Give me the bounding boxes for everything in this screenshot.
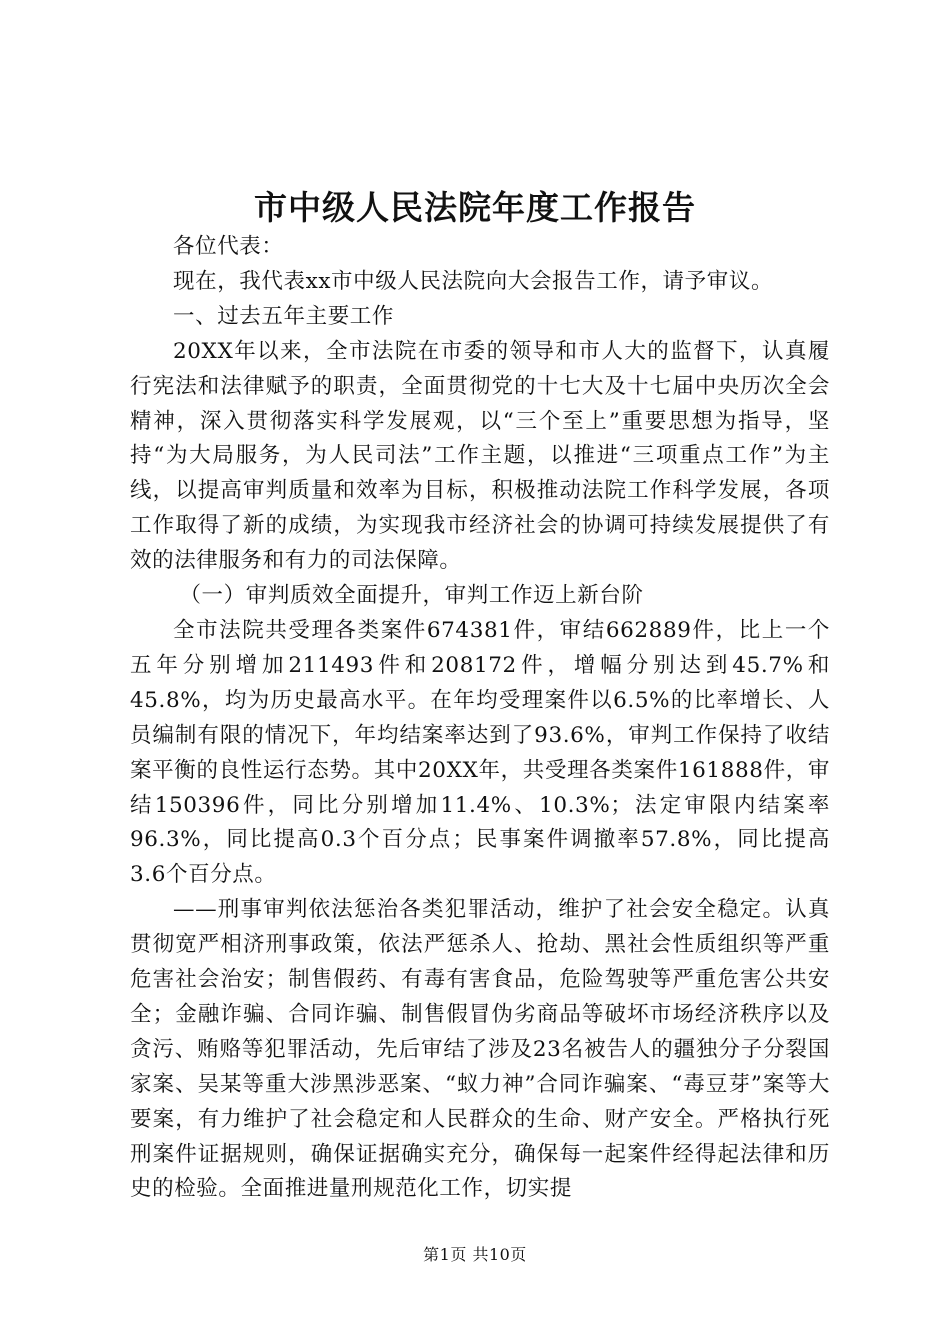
page-footer: 第1页 共10页: [423, 1245, 527, 1264]
statistics-paragraph: 全市法院共受理各类案件674381件，审结662889件，比上一个五年分别增加211493件和208172件，增幅分别达到45.7%和45.8%，均为历史最高水平。在年均受理案件以6.5%的比率增长、人员编制有限的情况下，年均结案率达到了93.6%，审判工作保持了收结案平衡的良性运行态势。其中20XX年，共受理各类案件161888件，审结150396件，同比分别增加11.4%、10.3%；法定审限内结案率96.3%，同比提高0.3个百分点；民事案件调撤率57.8%，同比提高3.6个百分点。: [130, 617, 830, 888]
document-body: [130, 230, 830, 1207]
salutation-paragraph: 各位代表：: [173, 234, 284, 259]
subsection-heading: （一）审判质效全面提升，审判工作迈上新台阶: [179, 583, 644, 609]
opening-paragraph: 现在，我代表xx市中级人民法院向大会报告工作，请予审议。: [173, 268, 774, 294]
overview-paragraph: 20XX年以来，全市法院在市委的领导和市人大的监督下，认真履行宪法和法律赋予的职责，全面贯彻党的十七大及十七届中央历次全会精神，深入贯彻落实科学发展观，以“三个至上”重要思想为指导，坚持“为大局服务，为人民司法”工作主题，以推进“三项重点工作”为主线，以提高审判质量和效率为目标，积极推动法院工作科学发展，各项工作取得了新的成绩，为实现我市经济社会的协调可持续发展提供了有效的法律服务和有力的司法保障。: [130, 338, 830, 574]
section-heading: 一、过去五年主要工作: [173, 303, 395, 329]
document-title: 市中级人民法院年度工作报告: [254, 188, 696, 227]
criminal-trial-paragraph: ——刑事审判依法惩治各类犯罪活动，维护了社会安全稳定。认真贯彻宽严相济刑事政策，依法严惩杀人、抢劫、黑社会性质组织等严重危害社会治安；制售假药、有毒有害食品，危险驾驶等严重危害公共安全；金融诈骗、合同诈骗、制售假冒伪劣商品等破坏市场经济秩序以及贪污、贿赂等犯罪活动，先后审结了涉及23名被告人的疆独分子分裂国家案、吴某等重大涉黑涉恶案、“蚁力神”合同诈骗案、“毒豆芽”案等大要案，有力维护了社会稳定和人民群众的生命、财产安全。严格执行死刑案件证据规则，确保证据确实充分，确保每一起案件经得起法律和历史的检验。全面推进量刑规范化工作，切实提: [130, 897, 830, 1202]
